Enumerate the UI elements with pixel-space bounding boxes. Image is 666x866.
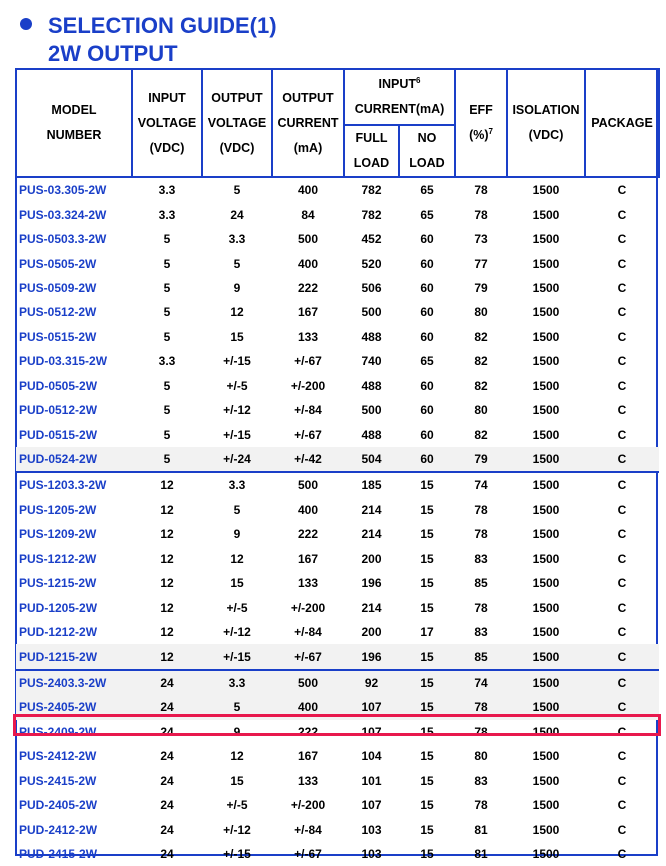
cell-output-voltage: 5 — [202, 695, 272, 719]
cell-full-load: 488 — [361, 378, 382, 393]
cell-output-voltage: +/-12 — [223, 625, 251, 640]
cell-output-voltage: +/-12 — [223, 403, 251, 418]
cell-package: C — [617, 822, 627, 837]
cell-isolation: 1500 — [507, 472, 585, 497]
cell-output-voltage: 9 — [233, 724, 241, 739]
table-body — [16, 177, 659, 866]
cell-model: PUS-03.324-2W — [19, 207, 107, 222]
table-row — [16, 595, 659, 619]
cell-output-current: 500 — [272, 472, 344, 497]
table-row — [16, 472, 659, 497]
cell-package: C — [617, 354, 627, 369]
cell-output-current: 133 — [297, 773, 319, 788]
cell-model: PUD-1205-2W — [19, 600, 98, 615]
title-line1: SELECTION GUIDE(1) — [48, 13, 277, 38]
cell-eff: 80 — [474, 305, 488, 320]
cell-output-current: 222 — [297, 724, 319, 739]
cell-output-current: +/-84 — [294, 625, 322, 640]
cell-full-load: 488 — [361, 427, 382, 442]
cell-output-current: 84 — [301, 207, 315, 222]
cell-eff: 82 — [474, 427, 488, 442]
table-row — [16, 547, 659, 571]
header-package: PACKAGE — [585, 69, 659, 177]
cell-model: PUS-1215-2W — [19, 576, 97, 591]
cell-output-voltage: 9 — [233, 280, 241, 295]
cell-eff: 82 — [474, 354, 488, 369]
cell-full-load: 107 — [344, 695, 399, 719]
cell-package: C — [585, 695, 659, 719]
cell-input-voltage: 12 — [132, 472, 202, 497]
cell-full-load: 185 — [344, 472, 399, 497]
cell-output-voltage: +/-24 — [202, 447, 272, 472]
header-model: MODEL NUMBER — [16, 69, 132, 177]
cell-input-voltage: 5 — [163, 403, 171, 418]
cell-model: PUS-0512-2W — [19, 305, 97, 320]
cell-no-load: 15 — [420, 773, 434, 788]
cell-no-load: 15 — [420, 502, 434, 517]
cell-model: PUS-0505-2W — [19, 256, 97, 271]
cell-input-voltage: 3.3 — [158, 354, 176, 369]
cell-full-load: 500 — [361, 305, 382, 320]
cell-output-current: 167 — [297, 305, 319, 320]
cell-output-current: 400 — [272, 695, 344, 719]
cell-eff: 85 — [474, 576, 488, 591]
cell-package: C — [617, 749, 627, 764]
cell-isolation: 1500 — [532, 625, 560, 640]
cell-model: PUD-1212-2W — [19, 625, 98, 640]
cell-input-voltage: 12 — [160, 576, 174, 591]
cell-no-load: 60 — [420, 378, 434, 393]
cell-model: PUS-2409-2W — [19, 724, 97, 739]
cell-no-load: 17 — [420, 625, 434, 640]
cell-full-load: 107 — [361, 798, 382, 813]
cell-output-voltage: +/-15 — [223, 354, 251, 369]
cell-full-load: 506 — [361, 280, 382, 295]
table-row — [16, 817, 659, 841]
cell-model: PUD-0515-2W — [19, 427, 98, 442]
cell-no-load: 15 — [420, 527, 434, 542]
cell-package: C — [617, 625, 627, 640]
cell-isolation: 1500 — [532, 822, 560, 837]
cell-eff: 82 — [474, 378, 488, 393]
cell-package: C — [617, 551, 627, 566]
table-row — [16, 744, 659, 768]
table-row — [16, 300, 659, 324]
cell-output-current: +/-42 — [272, 447, 344, 472]
cell-no-load: 15 — [420, 847, 434, 862]
table-row — [16, 349, 659, 373]
cell-no-load: 60 — [420, 403, 434, 418]
cell-output-current: +/-200 — [290, 378, 326, 393]
cell-output-current: 400 — [297, 183, 319, 198]
cell-no-load: 15 — [399, 695, 455, 719]
cell-eff: 85 — [455, 644, 507, 669]
cell-package: C — [585, 670, 659, 695]
header-isolation: ISOLATION (VDC) — [507, 69, 585, 177]
cell-input-voltage: 3.3 — [158, 183, 176, 198]
cell-package: C — [617, 847, 627, 862]
cell-package: C — [585, 447, 659, 472]
cell-model: PUS-1205-2W — [19, 502, 97, 517]
table-row — [16, 620, 659, 644]
cell-input-voltage: 12 — [160, 527, 174, 542]
cell-isolation: 1500 — [532, 256, 560, 271]
cell-model: PUS-0503.3-2W — [19, 232, 107, 247]
cell-input-voltage: 24 — [132, 695, 202, 719]
bullet-icon — [20, 18, 32, 30]
cell-output-current: +/-84 — [294, 822, 322, 837]
cell-package: C — [617, 305, 627, 320]
cell-output-voltage: 5 — [233, 502, 241, 517]
cell-input-voltage: 24 — [160, 822, 174, 837]
cell-output-voltage: 3.3 — [202, 670, 272, 695]
cell-model: PUD-0505-2W — [19, 378, 98, 393]
table-row — [16, 325, 659, 349]
cell-model: PUS-2403.3-2W — [16, 670, 132, 695]
table-row — [16, 769, 659, 793]
cell-output-current: 400 — [297, 502, 319, 517]
cell-no-load: 60 — [420, 232, 434, 247]
cell-no-load: 60 — [420, 427, 434, 442]
cell-eff: 74 — [455, 472, 507, 497]
header-output-current: OUTPUT CURRENT (mA) — [272, 69, 344, 177]
header-no-load: NO LOAD — [399, 125, 455, 177]
header-input-voltage: INPUT VOLTAGE (VDC) — [132, 69, 202, 177]
table-row — [16, 720, 659, 744]
cell-package: C — [617, 527, 627, 542]
cell-full-load: 214 — [361, 600, 382, 615]
cell-isolation: 1500 — [532, 600, 560, 615]
table-row — [16, 695, 659, 719]
cell-package: C — [617, 600, 627, 615]
header-eff: EFF (%)$^7$ — [455, 69, 507, 177]
cell-model: PUS-0515-2W — [19, 329, 97, 344]
cell-no-load: 60 — [420, 256, 434, 271]
cell-output-voltage: 24 — [230, 207, 244, 222]
cell-isolation: 1500 — [507, 447, 585, 472]
cell-input-voltage: 5 — [163, 256, 171, 271]
cell-isolation: 1500 — [532, 847, 560, 862]
cell-full-load: 782 — [361, 207, 382, 222]
table-row — [16, 670, 659, 695]
table-row — [16, 398, 659, 422]
cell-eff: 81 — [474, 847, 488, 862]
cell-model: PUS-1212-2W — [19, 551, 97, 566]
cell-output-voltage: 15 — [230, 773, 244, 788]
cell-package: C — [585, 472, 659, 497]
cell-isolation: 1500 — [532, 749, 560, 764]
cell-output-current: 167 — [297, 551, 319, 566]
cell-eff: 73 — [474, 232, 488, 247]
cell-input-voltage: 12 — [132, 644, 202, 669]
table-row — [16, 842, 659, 866]
cell-full-load: 520 — [361, 256, 382, 271]
cell-isolation: 1500 — [507, 670, 585, 695]
cell-full-load: 504 — [344, 447, 399, 472]
cell-isolation: 1500 — [532, 280, 560, 295]
cell-package: C — [617, 256, 627, 271]
cell-isolation: 1500 — [532, 576, 560, 591]
cell-no-load: 15 — [420, 749, 434, 764]
cell-isolation: 1500 — [532, 305, 560, 320]
cell-input-voltage: 12 — [160, 502, 174, 517]
cell-output-voltage: 15 — [230, 329, 244, 344]
cell-model: PUD-0524-2W — [16, 447, 132, 472]
cell-package: C — [617, 183, 627, 198]
cell-full-load: 782 — [361, 183, 382, 198]
cell-input-voltage: 12 — [160, 551, 174, 566]
cell-eff: 78 — [474, 724, 488, 739]
cell-isolation: 1500 — [532, 551, 560, 566]
cell-eff: 81 — [474, 822, 488, 837]
cell-package: C — [585, 644, 659, 669]
cell-input-voltage: 5 — [163, 232, 171, 247]
table-row — [16, 374, 659, 398]
cell-isolation: 1500 — [532, 207, 560, 222]
cell-full-load: 196 — [361, 576, 382, 591]
cell-package: C — [617, 427, 627, 442]
cell-input-voltage: 12 — [160, 625, 174, 640]
cell-eff: 80 — [474, 749, 488, 764]
cell-model: PUD-2412-2W — [19, 822, 98, 837]
cell-eff: 78 — [474, 183, 488, 198]
header-input-current: INPUT$^6$ CURRENT(mA) — [344, 69, 455, 125]
cell-full-load: 200 — [361, 625, 382, 640]
table-row — [16, 276, 659, 300]
cell-input-voltage: 24 — [160, 798, 174, 813]
cell-output-voltage: 3.3 — [202, 472, 272, 497]
cell-eff: 80 — [474, 403, 488, 418]
page-title — [20, 12, 277, 68]
cell-output-voltage: 12 — [230, 305, 244, 320]
cell-output-current: 133 — [297, 329, 319, 344]
cell-output-voltage: 12 — [230, 551, 244, 566]
cell-output-voltage: 5 — [233, 256, 241, 271]
cell-full-load: 101 — [361, 773, 382, 788]
cell-model: PUS-1209-2W — [19, 527, 97, 542]
cell-input-voltage: 5 — [163, 427, 171, 442]
cell-input-voltage: 5 — [163, 329, 171, 344]
cell-isolation: 1500 — [532, 502, 560, 517]
cell-package: C — [617, 232, 627, 247]
cell-full-load: 92 — [344, 670, 399, 695]
cell-input-voltage: 24 — [160, 749, 174, 764]
cell-output-voltage: 3.3 — [228, 232, 246, 247]
cell-isolation: 1500 — [532, 724, 560, 739]
cell-isolation: 1500 — [507, 695, 585, 719]
cell-model: PUD-03.315-2W — [19, 354, 108, 369]
cell-model: PUS-0509-2W — [19, 280, 97, 295]
cell-output-voltage: +/-5 — [226, 798, 248, 813]
cell-eff: 78 — [474, 798, 488, 813]
cell-package: C — [617, 798, 627, 813]
cell-full-load: 214 — [361, 527, 382, 542]
cell-model: PUS-03.305-2W — [19, 183, 107, 198]
cell-eff: 79 — [474, 280, 488, 295]
table-row — [16, 571, 659, 595]
table-row — [16, 644, 659, 669]
cell-output-current: +/-67 — [294, 354, 322, 369]
cell-full-load: 500 — [361, 403, 382, 418]
header-output-voltage: OUTPUT VOLTAGE (VDC) — [202, 69, 272, 177]
cell-full-load: 452 — [361, 232, 382, 247]
cell-isolation: 1500 — [532, 773, 560, 788]
cell-package: C — [617, 329, 627, 344]
table-row — [16, 447, 659, 472]
cell-package: C — [617, 724, 627, 739]
cell-no-load: 15 — [399, 670, 455, 695]
cell-output-current: 400 — [297, 256, 319, 271]
cell-isolation: 1500 — [532, 378, 560, 393]
cell-output-voltage: +/-15 — [223, 847, 251, 862]
cell-output-voltage: 9 — [233, 527, 241, 542]
cell-output-voltage: +/-5 — [226, 378, 248, 393]
cell-isolation: 1500 — [532, 403, 560, 418]
cell-no-load: 15 — [420, 576, 434, 591]
cell-eff: 77 — [474, 256, 488, 271]
cell-output-current: +/-67 — [294, 847, 322, 862]
cell-output-voltage: +/-5 — [226, 600, 248, 615]
cell-package: C — [617, 502, 627, 517]
title-line2: 2W OUTPUT — [48, 41, 178, 66]
cell-output-voltage: +/-15 — [202, 644, 272, 669]
cell-model: PUS-2415-2W — [19, 773, 97, 788]
cell-eff: 83 — [474, 773, 488, 788]
cell-no-load: 60 — [399, 447, 455, 472]
cell-output-current: +/-67 — [294, 427, 322, 442]
cell-full-load: 200 — [361, 551, 382, 566]
selection-guide-table — [15, 68, 660, 866]
cell-package: C — [617, 207, 627, 222]
cell-model: PUS-2405-2W — [16, 695, 132, 719]
cell-input-voltage: 24 — [160, 847, 174, 862]
cell-model: PUD-2405-2W — [19, 798, 98, 813]
cell-output-current: +/-200 — [290, 798, 326, 813]
cell-output-voltage: 15 — [230, 576, 244, 591]
cell-no-load: 60 — [420, 280, 434, 295]
cell-eff: 82 — [474, 329, 488, 344]
table-row — [16, 177, 659, 202]
cell-input-voltage: 5 — [163, 378, 171, 393]
cell-no-load: 65 — [420, 354, 434, 369]
cell-no-load: 15 — [399, 472, 455, 497]
cell-full-load: 104 — [361, 749, 382, 764]
cell-no-load: 15 — [420, 724, 434, 739]
cell-input-voltage: 24 — [160, 724, 174, 739]
table-row — [16, 422, 659, 446]
table-row — [16, 498, 659, 522]
cell-no-load: 65 — [420, 207, 434, 222]
cell-input-voltage: 5 — [163, 305, 171, 320]
cell-full-load: 107 — [361, 724, 382, 739]
cell-output-current: +/-84 — [294, 403, 322, 418]
cell-no-load: 15 — [420, 600, 434, 615]
cell-isolation: 1500 — [532, 427, 560, 442]
cell-full-load: 196 — [344, 644, 399, 669]
cell-no-load: 60 — [420, 305, 434, 320]
cell-full-load: 103 — [361, 822, 382, 837]
cell-package: C — [617, 378, 627, 393]
cell-no-load: 65 — [420, 183, 434, 198]
cell-model: PUD-0512-2W — [19, 403, 98, 418]
cell-full-load: 103 — [361, 847, 382, 862]
cell-no-load: 15 — [399, 644, 455, 669]
cell-eff: 78 — [474, 502, 488, 517]
cell-full-load: 740 — [361, 354, 382, 369]
cell-output-voltage: +/-15 — [223, 427, 251, 442]
cell-full-load: 214 — [361, 502, 382, 517]
cell-no-load: 60 — [420, 329, 434, 344]
cell-package: C — [617, 576, 627, 591]
cell-output-current: 222 — [297, 280, 319, 295]
cell-output-current: +/-200 — [290, 600, 326, 615]
cell-eff: 78 — [474, 207, 488, 222]
cell-input-voltage: 3.3 — [158, 207, 176, 222]
cell-output-current: 167 — [297, 749, 319, 764]
cell-input-voltage: 24 — [132, 670, 202, 695]
header-full-load: FULL LOAD — [344, 125, 399, 177]
cell-isolation: 1500 — [532, 329, 560, 344]
cell-isolation: 1500 — [532, 354, 560, 369]
cell-output-voltage: +/-12 — [223, 822, 251, 837]
cell-output-current: 500 — [272, 670, 344, 695]
cell-isolation: 1500 — [507, 644, 585, 669]
cell-output-voltage: 5 — [233, 183, 241, 198]
cell-isolation: 1500 — [532, 527, 560, 542]
cell-eff: 78 — [455, 695, 507, 719]
cell-eff: 83 — [474, 625, 488, 640]
cell-input-voltage: 5 — [163, 280, 171, 295]
cell-no-load: 15 — [420, 822, 434, 837]
cell-model: PUS-2412-2W — [19, 749, 97, 764]
cell-package: C — [617, 403, 627, 418]
cell-package: C — [617, 773, 627, 788]
cell-eff: 79 — [455, 447, 507, 472]
table-row — [16, 227, 659, 251]
cell-eff: 78 — [474, 600, 488, 615]
cell-eff: 83 — [474, 551, 488, 566]
cell-model: PUD-1215-2W — [16, 644, 132, 669]
cell-input-voltage: 5 — [132, 447, 202, 472]
cell-output-voltage: 12 — [230, 749, 244, 764]
cell-no-load: 15 — [420, 551, 434, 566]
table-row — [16, 522, 659, 546]
cell-no-load: 15 — [420, 798, 434, 813]
cell-output-current: 133 — [297, 576, 319, 591]
cell-isolation: 1500 — [532, 232, 560, 247]
cell-model: PUS-1203.3-2W — [16, 472, 132, 497]
cell-isolation: 1500 — [532, 798, 560, 813]
cell-input-voltage: 12 — [160, 600, 174, 615]
cell-full-load: 488 — [361, 329, 382, 344]
cell-output-current: 500 — [297, 232, 319, 247]
cell-eff: 74 — [455, 670, 507, 695]
cell-output-current: 222 — [297, 527, 319, 542]
cell-isolation: 1500 — [532, 183, 560, 198]
cell-input-voltage: 24 — [160, 773, 174, 788]
table-row — [16, 793, 659, 817]
cell-package: C — [617, 280, 627, 295]
table-row — [16, 202, 659, 226]
table-row — [16, 251, 659, 275]
cell-model: PUD-2415-2W — [19, 847, 98, 862]
cell-eff: 78 — [474, 527, 488, 542]
cell-output-current: +/-67 — [272, 644, 344, 669]
